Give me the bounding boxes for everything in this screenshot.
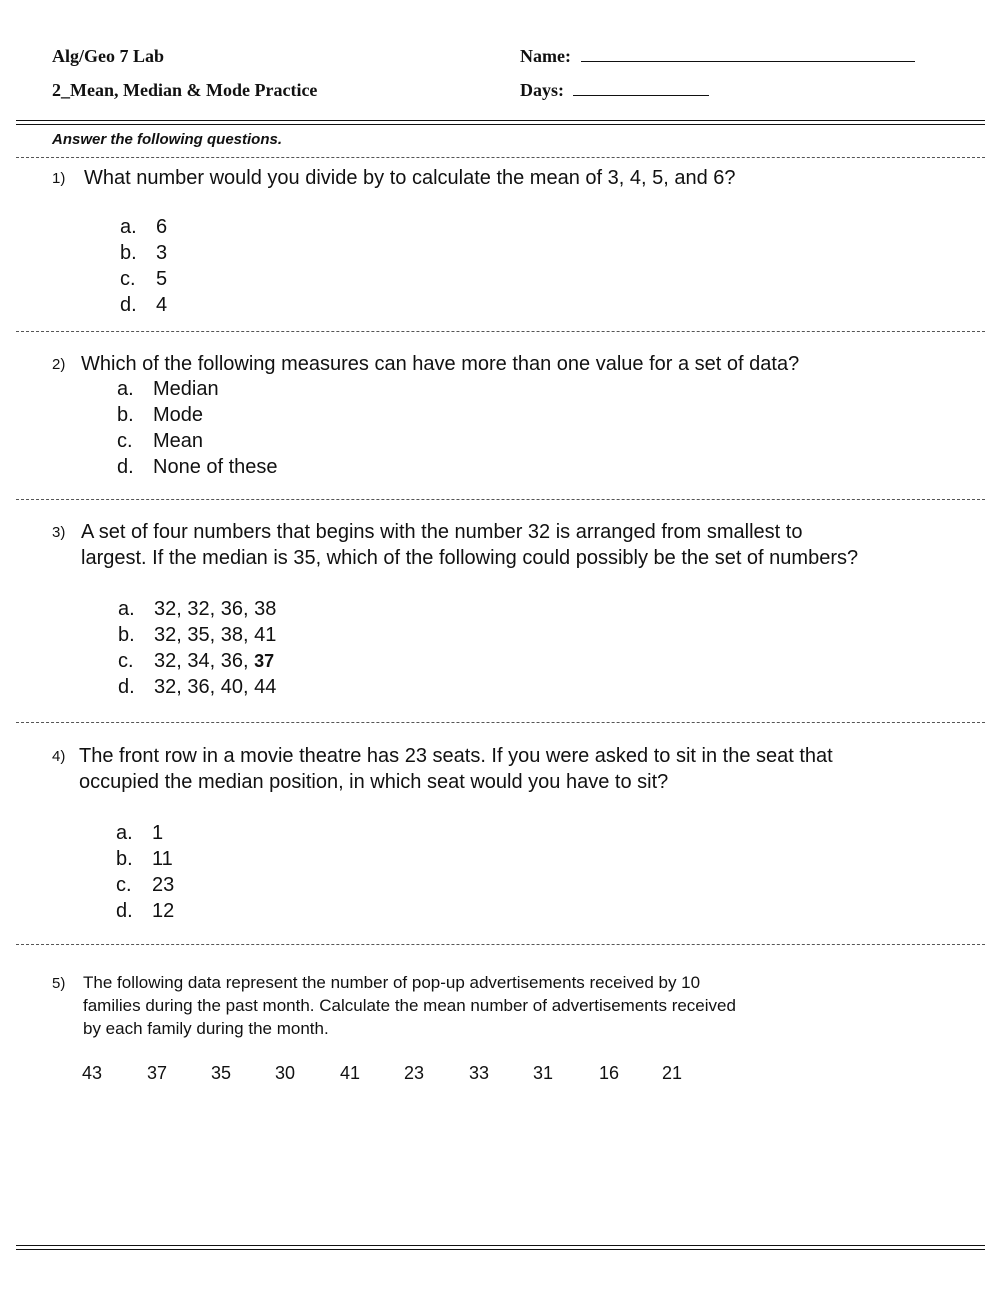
- option-letter: b.: [120, 242, 137, 264]
- data-value: 43: [82, 1063, 103, 1083]
- data-value: 37: [147, 1063, 168, 1083]
- option-d[interactable]: [120, 292, 167, 318]
- option-text: 23: [152, 874, 175, 896]
- option-a[interactable]: [116, 820, 174, 846]
- option-text: 5: [156, 268, 168, 290]
- option-letter: b.: [118, 624, 135, 646]
- option-letter: a.: [120, 216, 137, 238]
- option-c[interactable]: [117, 428, 278, 454]
- option-list: [116, 820, 174, 924]
- data-value: 31: [533, 1063, 554, 1083]
- name-field[interactable]: [520, 46, 915, 67]
- header-divider: [16, 120, 985, 125]
- question-text-line-2: largest. If the median is 35, which of the following could possibly be the set of numbers?: [81, 547, 859, 569]
- data-value: 41: [340, 1063, 361, 1083]
- section-divider: [16, 944, 985, 945]
- option-text: 32, 35, 38, 41: [154, 624, 277, 646]
- option-letter: d.: [116, 900, 133, 922]
- option-text: 32, 36, 40, 44: [154, 676, 277, 698]
- option-list: [118, 596, 276, 700]
- section-divider: [16, 722, 985, 723]
- option-letter: a.: [118, 598, 135, 620]
- section-divider: [16, 157, 985, 158]
- question-number: 4): [52, 748, 66, 765]
- section-divider: [16, 499, 985, 500]
- option-list: [117, 376, 278, 480]
- question-text-line-1: The following data represent the number of pop-up advertisements received by 10: [83, 973, 701, 992]
- option-text: Mode: [153, 404, 204, 426]
- question-text-line-3: by each family during the month.: [83, 1019, 329, 1038]
- option-c[interactable]: [116, 872, 174, 898]
- option-text: None of these: [153, 456, 278, 478]
- option-letter: c.: [120, 268, 136, 290]
- option-text: 4: [156, 294, 168, 316]
- option-letter: a.: [117, 378, 134, 400]
- days-label: Days:: [520, 80, 564, 100]
- option-list: [120, 214, 167, 318]
- option-c[interactable]: [120, 266, 167, 292]
- option-text: 12: [152, 900, 175, 922]
- question-number: 2): [52, 356, 66, 373]
- option-letter: c.: [116, 874, 132, 896]
- option-letter: d.: [120, 294, 137, 316]
- option-text: 32, 32, 36, 38: [154, 598, 277, 620]
- instructions: Answer the following questions.: [52, 131, 283, 148]
- option-text: Median: [153, 378, 219, 400]
- option-text: 3: [156, 242, 168, 264]
- days-blank[interactable]: [573, 95, 709, 96]
- option-b[interactable]: [116, 846, 174, 872]
- data-value: 23: [404, 1063, 425, 1083]
- option-letter: c.: [117, 430, 133, 452]
- option-letter: b.: [117, 404, 134, 426]
- data-value: 21: [662, 1063, 683, 1083]
- option-b[interactable]: [118, 622, 276, 648]
- option-letter: b.: [116, 848, 133, 870]
- option-b[interactable]: [117, 402, 278, 428]
- footer-divider: [16, 1245, 985, 1250]
- option-d[interactable]: [116, 898, 174, 924]
- question-text: What number would you divide by to calculate the mean of 3, 4, 5, and 6?: [84, 167, 736, 189]
- option-c[interactable]: [118, 648, 276, 674]
- option-text: 32, 34, 36,: [154, 650, 249, 672]
- name-blank[interactable]: [581, 61, 915, 62]
- option-letter: c.: [118, 650, 134, 672]
- option-a[interactable]: [120, 214, 167, 240]
- question-text-line-2: families during the past month. Calculate the mean number of advertisements received: [83, 996, 736, 1015]
- question-number: 3): [52, 524, 66, 541]
- option-a[interactable]: [117, 376, 278, 402]
- question-text-line-2: occupied the median position, in which seat would you have to sit?: [79, 771, 669, 793]
- option-b[interactable]: [120, 240, 167, 266]
- data-value: 33: [469, 1063, 490, 1083]
- question-text: Which of the following measures can have more than one value for a set of data?: [81, 353, 800, 375]
- option-text: 11: [152, 848, 173, 870]
- option-d[interactable]: [117, 454, 278, 480]
- days-field[interactable]: [520, 80, 709, 101]
- question-number: 1): [52, 170, 66, 187]
- section-divider: [16, 331, 985, 332]
- option-letter: d.: [117, 456, 134, 478]
- name-label: Name:: [520, 46, 571, 66]
- option-text: 6: [156, 216, 168, 238]
- option-bold-value: 37: [254, 651, 275, 671]
- course-title: Alg/Geo 7 Lab: [52, 46, 165, 66]
- question-text-line-1: The front row in a movie theatre has 23 seats. If you were asked to sit in the seat that: [79, 745, 833, 767]
- worksheet-title: 2_Mean, Median & Mode Practice: [52, 80, 318, 100]
- option-letter: d.: [118, 676, 135, 698]
- option-d[interactable]: [118, 674, 276, 700]
- data-value: 35: [211, 1063, 232, 1083]
- option-letter: a.: [116, 822, 133, 844]
- question-text-line-1: A set of four numbers that begins with the number 32 is arranged from smallest to: [81, 521, 803, 543]
- option-a[interactable]: [118, 596, 276, 622]
- data-values-row: [0, 1063, 1000, 1087]
- question-number: 5): [52, 975, 66, 992]
- option-text: Mean: [153, 430, 204, 452]
- data-value: 16: [599, 1063, 620, 1083]
- data-value: 30: [275, 1063, 296, 1083]
- option-text: 1: [152, 822, 164, 844]
